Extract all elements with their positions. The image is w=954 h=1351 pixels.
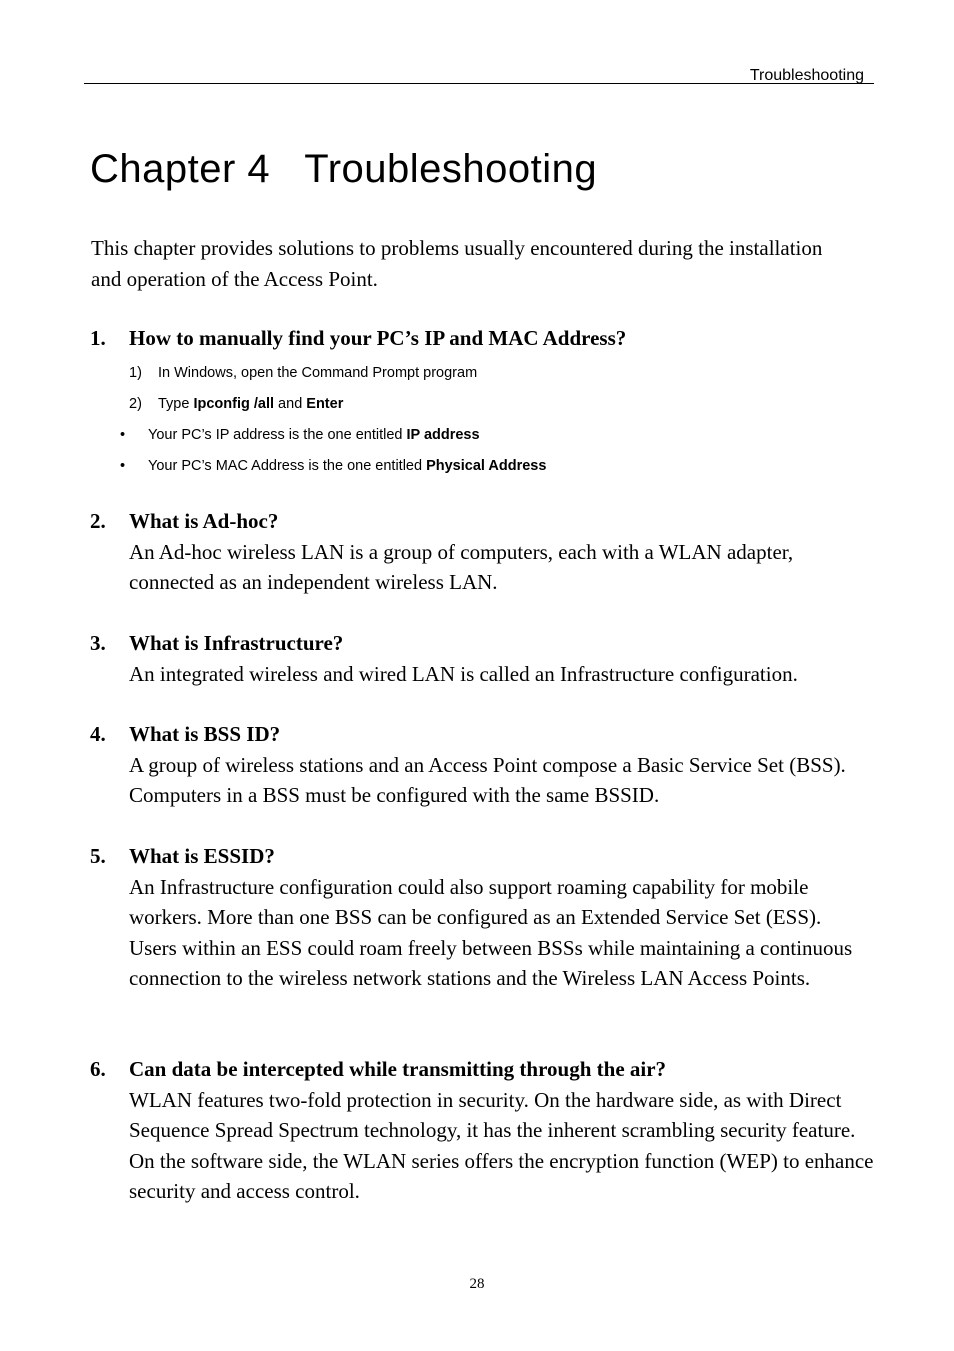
faq-number: 3. xyxy=(90,631,106,655)
bullet-icon: • xyxy=(120,426,126,443)
faq-question-text: What is ESSID? xyxy=(129,844,275,868)
faq-question xyxy=(90,323,880,354)
faq-answer: An integrated wireless and wired LAN is called an Infrastructure configuration. xyxy=(129,661,798,686)
faq-question-text: What is Ad-hoc? xyxy=(129,509,279,533)
running-header: Troubleshooting xyxy=(84,66,874,84)
faq-question xyxy=(90,506,880,537)
faq-answer: An Infrastructure configuration could also support roaming capability for mobile workers. More than one BSS can be configured as an Extended Service Set (ESS). Users within an ESS could roam freely between BSSs while maintaining a continuous connection to the wireless network stations and the Wireless LAN Access Points. xyxy=(129,874,853,990)
faq-item-bssid xyxy=(90,719,880,811)
faq-number: 6. xyxy=(90,1057,106,1081)
step-number: 2) xyxy=(129,395,142,412)
faq-answer: WLAN features two-fold protection in security. On the hardware side, as with Direct Sequence Spread Spectrum technology, it has the inherent scrambling security feature. On the software side, the WLAN series offers the encryption function (WEP) to enhance security and access control. xyxy=(129,1087,874,1203)
step-text-prefix: Type xyxy=(158,395,194,412)
faq-question xyxy=(90,628,880,659)
faq-answer: An Ad-hoc wireless LAN is a group of computers, each with a WLAN adapter, connected as an independent wireless LAN. xyxy=(129,539,794,594)
step-text-mid: and xyxy=(274,395,307,412)
bullet-text xyxy=(148,451,546,482)
faq-item-infrastructure xyxy=(90,628,880,689)
faq-question xyxy=(90,719,880,750)
key-name: Enter xyxy=(306,395,344,412)
faq-answer: A group of wireless stations and an Access Point compose a Basic Service Set (BSS). Computers in a BSS must be configured with the same BSSID. xyxy=(129,752,846,807)
faq-question xyxy=(90,841,880,872)
faq-question-text: What is Infrastructure? xyxy=(129,631,344,655)
faq-question xyxy=(90,1054,880,1085)
faq-item-adhoc xyxy=(90,506,880,598)
faq-question-text: How to manually find your PC’s IP and MAC Address? xyxy=(129,326,627,350)
faq-item-interception xyxy=(90,1054,880,1207)
bullet-item xyxy=(119,451,880,482)
faq-number: 5. xyxy=(90,844,106,868)
steps-list xyxy=(129,358,880,420)
faq-item-essid xyxy=(90,841,880,994)
bullet-term: Physical Address xyxy=(426,457,547,474)
page-number: 28 xyxy=(469,1276,485,1292)
bullet-icon: • xyxy=(120,457,126,474)
faq-question-text: What is BSS ID? xyxy=(129,722,281,746)
step-item xyxy=(129,358,880,389)
step-item xyxy=(129,389,880,420)
bullet-list xyxy=(119,420,880,482)
faq-item-ip-mac xyxy=(90,323,880,482)
faq-number: 2. xyxy=(90,509,106,533)
bullet-term: IP address xyxy=(406,426,480,443)
step-number: 1) xyxy=(129,364,142,381)
chapter-title: Chapter 4 Troubleshooting xyxy=(90,147,598,191)
intro-paragraph: This chapter provides solutions to problems usually encountered during the installation and operation of the Access Point. xyxy=(91,236,823,291)
step-text: In Windows, open the Command Prompt program xyxy=(158,364,478,381)
step-text xyxy=(158,389,343,420)
bullet-item xyxy=(119,420,880,451)
faq-number: 1. xyxy=(90,326,106,350)
bullet-text xyxy=(148,420,480,451)
bullet-text-prefix: Your PC’s IP address is the one entitled xyxy=(148,426,407,443)
faq-number: 4. xyxy=(90,722,106,746)
faq-question-text: Can data be intercepted while transmitting through the air? xyxy=(129,1057,667,1081)
command-name: Ipconfig /all xyxy=(193,395,275,412)
bullet-text-prefix: Your PC’s MAC Address is the one entitled xyxy=(148,457,427,474)
